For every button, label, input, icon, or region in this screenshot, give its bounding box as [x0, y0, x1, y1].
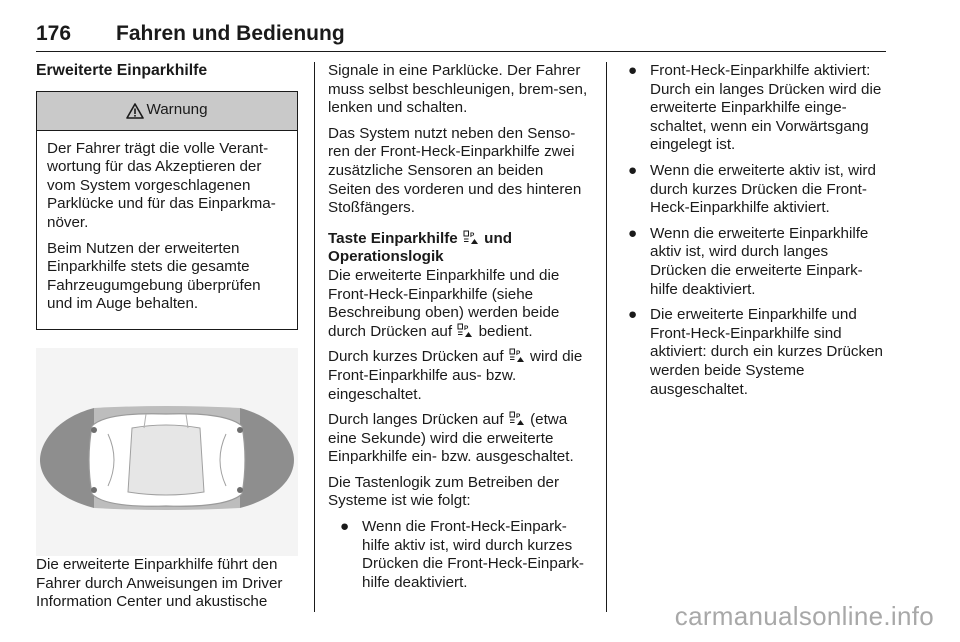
- paragraph-text: Durch kurzes Drücken auf: [328, 348, 504, 366]
- sub-heading-text: Taste Einparkhilfe: [328, 229, 458, 247]
- chapter-title: Fahren und Bedienung: [116, 22, 345, 45]
- warning-paragraph: Der Fahrer trägt die volle Verant-wortung für das Akzeptieren der vom System vorgeschlagenen Parklücke und für das Einparkma-növer.: [47, 139, 276, 231]
- bullet-dot: ●: [628, 161, 638, 179]
- warning-body: [37, 131, 297, 329]
- bullet-dot: ●: [628, 306, 638, 324]
- list-item-text: Front-Heck-Einparkhilfe aktiviert: Durch ein langes Drücken wird die erweiterte Einparkhilfe einge-schaltet, wenn ein Vorwärtsgang eingelegt ist.: [650, 62, 882, 154]
- list-item: [622, 306, 888, 399]
- list-item: [622, 62, 888, 155]
- warning-triangle-icon: [126, 103, 144, 119]
- paragraph-text: wird die Front-Einparkhilfe aus- bzw. eingeschaltet.: [328, 348, 583, 403]
- warning-box: [36, 91, 298, 330]
- list-item: [622, 225, 888, 299]
- page-header: [36, 18, 886, 52]
- park-assist-icon: [457, 323, 473, 338]
- bullet-dot: ●: [628, 224, 638, 242]
- park-assist-icon: [509, 411, 525, 426]
- list-item-text: Die erweiterte Einparkhilfe und Front-Heck-Einparkhilfe sind aktiviert: durch ein kurzes Drücken werden beide Systeme ausgeschaltet.: [650, 306, 883, 398]
- list-item-text: Wenn die erweiterte aktiv ist, wird durch kurzes Drücken die Front-Heck-Einparkhilfe aktiviert.: [650, 161, 876, 217]
- paragraph-text: Durch langes Drücken auf: [328, 411, 504, 429]
- bullet-list: [622, 62, 888, 399]
- park-assist-icon: [463, 230, 479, 245]
- column-divider: [314, 62, 315, 612]
- bullet-dot: ●: [340, 518, 350, 536]
- page-number: 176: [36, 22, 72, 45]
- section-heading: Erweiterte Einparkhilfe: [36, 62, 208, 79]
- paragraph: Signale in eine Parklücke. Der Fahrer muss selbst beschleunigen, brem-sen, lenken und schalten.: [328, 62, 588, 117]
- paragraph-text: bedient.: [478, 322, 533, 340]
- paragraph: Das System nutzt neben den Senso-ren der Front-Heck-Einparkhilfe zwei zusätzliche Sensoren an beiden Seiten des vorderen und des hinteren Stoßfängers.: [328, 124, 582, 217]
- right-column: [622, 62, 888, 406]
- paragraph: Die Tastenlogik zum Betreiben der Systeme ist wie folgt:: [328, 473, 560, 510]
- warning-header: [37, 92, 297, 131]
- bullet-list: [328, 518, 590, 592]
- list-item: [622, 162, 888, 218]
- left-column: [36, 62, 298, 619]
- list-item-text: Wenn die erweiterte Einparkhilfe aktiv ist, wird durch langes Drücken die erweiterte Einpark-hilfe deaktiviert.: [650, 224, 869, 298]
- sub-heading: [328, 230, 590, 267]
- warning-paragraph: Beim Nutzen der erweiterten Einparkhilfe stets die gesamte Fahrzeugumgebung überprüfen und im Auge behalten.: [47, 239, 261, 313]
- park-assist-icon: [509, 348, 525, 363]
- list-item-text: Wenn die Front-Heck-Einpark-hilfe aktiv ist, wird durch kurzes Drücken die Front-Heck-Einpark-hilfe deaktiviert.: [362, 518, 584, 591]
- paragraph: [328, 411, 590, 467]
- paragraph-text: (etwa eine Sekunde) wird die erweiterte Einparkhilfe ein- bzw. ausgeschaltet.: [328, 411, 574, 466]
- paragraph: [328, 348, 590, 404]
- column-divider: [606, 62, 607, 612]
- warning-title: Warnung: [146, 101, 208, 119]
- parking-sensor-illustration: [36, 348, 298, 556]
- watermark: carmanualsonline.info: [674, 601, 934, 631]
- list-item: [328, 518, 590, 592]
- bullet-dot: ●: [628, 62, 638, 79]
- middle-column: [328, 62, 590, 599]
- paragraph: [328, 267, 590, 341]
- sub-heading-text: und Operationslogik: [328, 229, 513, 266]
- figure-caption: Die erweiterte Einparkhilfe führt den Fahrer durch Anweisungen im Driver Information Center und akustische: [36, 555, 283, 611]
- paragraph-text: Die erweiterte Einparkhilfe und die Front-Heck-Einparkhilfe (siehe Beschreibung oben) werden beide durch Drücken auf: [328, 266, 560, 340]
